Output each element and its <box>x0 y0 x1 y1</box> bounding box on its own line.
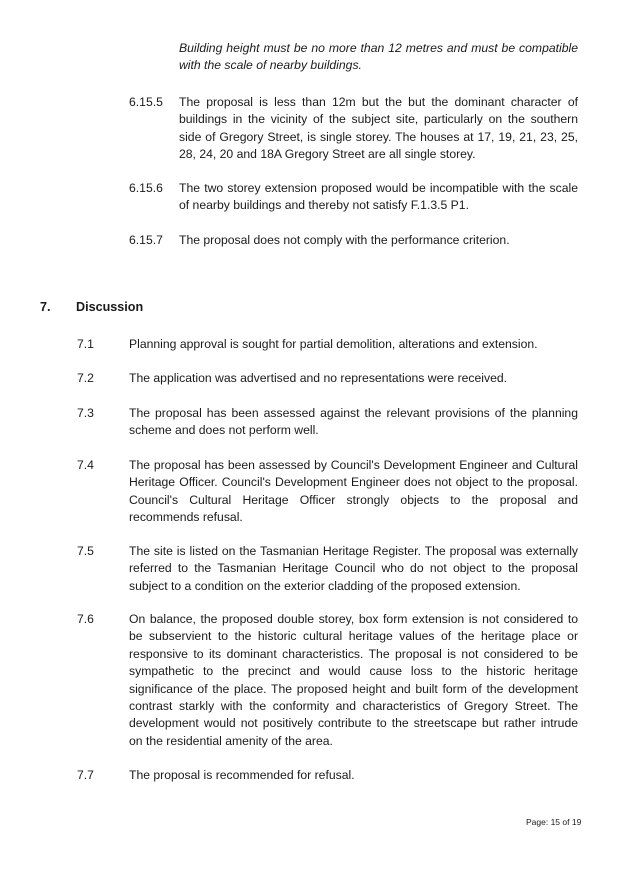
item-number: 7.1 <box>77 337 94 351</box>
item-number: 7.6 <box>77 612 94 626</box>
clause-text: The proposal is less than 12m but the but the dominant character of buildings in the vicinity of the subject site, particularly on the southern side of Gregory Street, is single storey. The houses at 17, 19, 21, 23, 25, 28, 24, 20 and 18A Gregory Street are all single storey. <box>179 95 578 162</box>
item-text: The proposal has been assessed against the relevant provisions of the planning scheme and does not perform well. <box>129 406 578 438</box>
item-text: On balance, the proposed double storey, box form extension is not considered to be subservient to the historic cultural heritage values of the heritage place or responsive to its dominant characteristics. The proposal is not considered to be sympathetic to the precinct and would cause loss to the historic heritage significance of the place. The proposed height and built form of the development contrast starkly with the conformity and characteristics of Gregory Street. The development would not positively contribute to the streetscape but rather intrude on the residential amenity of the area. <box>129 612 578 748</box>
clause-text: The two storey extension proposed would be incompatible with the scale of nearby buildings and thereby not satisfy F.1.3.5 P1. <box>179 181 578 213</box>
clause-number: 6.15.6 <box>129 181 163 195</box>
item-text: The site is listed on the Tasmanian Heritage Register. The proposal was externally referred to the Tasmanian Heritage Council who do not object to the proposal subject to a condition on the exterior cladding of the proposed extension. <box>129 544 578 593</box>
item-text: The proposal is recommended for refusal. <box>129 768 355 782</box>
item-number: 7.3 <box>77 406 94 420</box>
item-number: 7.7 <box>77 768 94 782</box>
section-number: 7. <box>40 300 51 314</box>
clause-number: 6.15.5 <box>129 95 163 109</box>
clause-number: 6.15.7 <box>129 233 163 247</box>
clause-text: The proposal does not comply with the performance criterion. <box>179 233 510 247</box>
item-number: 7.2 <box>77 371 94 385</box>
item-number: 7.5 <box>77 544 94 558</box>
item-number: 7.4 <box>77 458 94 472</box>
page-number-footer: Page: 15 of 19 <box>526 817 582 827</box>
item-text: Planning approval is sought for partial demolition, alterations and extension. <box>129 337 538 351</box>
item-text: The application was advertised and no representations were received. <box>129 371 508 385</box>
performance-criterion-text: Building height must be no more than 12 metres and must be compatible with the scale of nearby buildings. <box>179 41 578 73</box>
item-text: The proposal has been assessed by Council's Development Engineer and Cultural Heritage Officer. Council's Development Engineer does not object to the proposal. Council's Cultural Heritage Officer strongly objects to the proposal and recommends refusal. <box>129 458 578 525</box>
section-title: Discussion <box>76 300 144 314</box>
